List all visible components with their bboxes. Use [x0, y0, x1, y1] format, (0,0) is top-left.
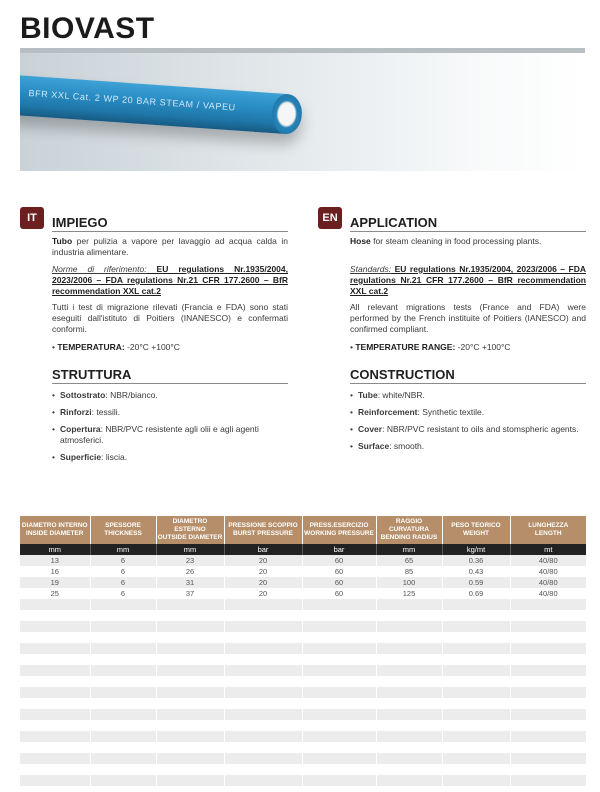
it-structure-label: Sottostrato [60, 390, 106, 400]
table-cell [156, 654, 224, 665]
table-cell [224, 775, 302, 786]
table-cell [20, 676, 90, 687]
table-cell: 20 [224, 588, 302, 599]
it-structure-value: : NBR/PVC resistente agli olii e agli agenti atmosferici. [60, 424, 259, 445]
table-cell: 26 [156, 566, 224, 577]
table-cell [90, 676, 156, 687]
it-structure-title: STRUTTURA [52, 367, 132, 382]
unit-cell: mm [90, 544, 156, 555]
table-cell [302, 731, 376, 742]
table-cell [156, 632, 224, 643]
table-cell: 60 [302, 588, 376, 599]
table-cell [510, 753, 586, 764]
table-cell [224, 709, 302, 720]
table-cell [90, 621, 156, 632]
table-cell [442, 731, 510, 742]
empty-row [20, 775, 586, 786]
table-cell [20, 698, 90, 709]
table-cell [376, 665, 442, 676]
empty-row [20, 643, 586, 654]
table-cell [442, 687, 510, 698]
table-cell [224, 665, 302, 676]
table-cell [510, 709, 586, 720]
table-cell [376, 610, 442, 621]
table-cell [376, 764, 442, 775]
table-cell [302, 599, 376, 610]
table-cell: 65 [376, 555, 442, 566]
table-cell [442, 720, 510, 731]
table-cell: 100 [376, 577, 442, 588]
table-cell [224, 753, 302, 764]
table-cell [442, 643, 510, 654]
table-cell [224, 786, 302, 792]
en-structure-rule [350, 383, 586, 384]
table-cell [156, 786, 224, 792]
table-cell [442, 654, 510, 665]
table-cell [20, 643, 90, 654]
table-cell: 0.36 [442, 555, 510, 566]
table-cell [510, 676, 586, 687]
table-cell [376, 698, 442, 709]
table-cell [510, 687, 586, 698]
table-cell [442, 709, 510, 720]
en-application-rule [350, 231, 586, 232]
table-cell [224, 742, 302, 753]
column-header: SPESSORE THICKNESS [90, 516, 156, 544]
table-cell: 85 [376, 566, 442, 577]
table-cell [224, 610, 302, 621]
column-header: PESO TEORICO WEIGHT [442, 516, 510, 544]
list-item [52, 424, 288, 446]
it-structure-label: Rinforzi [60, 407, 92, 417]
table-cell [302, 665, 376, 676]
table-cell [20, 720, 90, 731]
it-structure-label: Copertura [60, 424, 101, 434]
table-cell [90, 764, 156, 775]
table-cell [90, 698, 156, 709]
table-cell [90, 720, 156, 731]
table-cell [442, 665, 510, 676]
it-application-title: IMPIEGO [52, 215, 108, 230]
table-cell [90, 599, 156, 610]
table-cell [376, 775, 442, 786]
table-cell: 6 [90, 588, 156, 599]
table-cell [224, 731, 302, 742]
empty-row [20, 720, 586, 731]
table-cell [302, 764, 376, 775]
it-application-rule [52, 231, 288, 232]
en-standards-label: Standards: [350, 264, 392, 274]
table-cell [20, 753, 90, 764]
column-header: PRESSIONE SCOPPIO BURST PRESSURE [224, 516, 302, 544]
table-cell: 60 [302, 577, 376, 588]
column-header: LUNGHEZZA LENGTH [510, 516, 586, 544]
header-row [20, 516, 586, 544]
table-cell [302, 610, 376, 621]
unit-cell: mm [156, 544, 224, 555]
it-structure-value: : liscia. [101, 452, 128, 462]
table-cell: 0.59 [442, 577, 510, 588]
unit-row [20, 544, 586, 555]
table-cell [376, 786, 442, 792]
table-cell [302, 687, 376, 698]
product-banner [20, 53, 585, 171]
table-cell [302, 786, 376, 792]
list-item [350, 424, 586, 435]
table-cell [302, 621, 376, 632]
table-cell [224, 676, 302, 687]
en-structure-value: : white/NBR. [377, 390, 425, 400]
table-cell [376, 753, 442, 764]
table-cell [156, 643, 224, 654]
en-badge: EN [318, 207, 342, 229]
table-cell [442, 610, 510, 621]
table-cell: 0.69 [442, 588, 510, 599]
en-lead [350, 236, 586, 247]
it-standards-label: Norme di riferimento: [52, 264, 147, 274]
table-cell [510, 654, 586, 665]
table-cell [20, 709, 90, 720]
column-header: DIAMETRO ESTERNO OUTSIDE DIAMETER [156, 516, 224, 544]
table-cell: 19 [20, 577, 90, 588]
table-cell: 13 [20, 555, 90, 566]
table-cell [156, 709, 224, 720]
table-cell: 40/80 [510, 566, 586, 577]
en-standards [350, 264, 586, 297]
table-cell [90, 643, 156, 654]
it-migration: Tutti i test di migrazione rilevati (Francia e FDA) sono stati eseguiti dall'istituto di Poitiers (INANESCO) e confermati conformi. [52, 302, 288, 334]
table-cell [442, 742, 510, 753]
table-cell [510, 764, 586, 775]
table-cell: 20 [224, 555, 302, 566]
it-temp-label: TEMPERATURA: [57, 342, 125, 352]
table-cell [90, 731, 156, 742]
table-cell: 60 [302, 566, 376, 577]
en-structure-list [350, 390, 586, 458]
table-cell [302, 698, 376, 709]
it-structure-value: : NBR/bianco. [105, 390, 158, 400]
unit-cell: bar [224, 544, 302, 555]
table-cell [90, 709, 156, 720]
it-structure-list [52, 390, 288, 469]
empty-row [20, 786, 586, 792]
table-cell: 40/80 [510, 577, 586, 588]
table-cell [90, 665, 156, 676]
empty-row [20, 610, 586, 621]
table-cell [442, 786, 510, 792]
table-cell: 20 [224, 566, 302, 577]
empty-row [20, 599, 586, 610]
table-cell [442, 632, 510, 643]
table-cell [224, 764, 302, 775]
table-cell [90, 775, 156, 786]
table-cell [376, 632, 442, 643]
hose-image [20, 75, 303, 135]
en-structure-label: Surface [358, 441, 390, 451]
empty-row [20, 764, 586, 775]
table-cell [302, 720, 376, 731]
table-cell: 20 [224, 577, 302, 588]
table-cell [156, 698, 224, 709]
it-lead [52, 236, 288, 258]
en-lead-bold: Hose [350, 236, 371, 246]
table-cell [156, 676, 224, 687]
table-cell [510, 599, 586, 610]
empty-row [20, 709, 586, 720]
table-cell [224, 687, 302, 698]
empty-row [20, 687, 586, 698]
table-cell [376, 687, 442, 698]
table-cell [376, 599, 442, 610]
table-cell [224, 632, 302, 643]
table-row [20, 577, 586, 588]
table-cell [510, 621, 586, 632]
unit-cell: kg/mt [442, 544, 510, 555]
unit-cell: mm [376, 544, 442, 555]
en-application-title: APPLICATION [350, 215, 438, 230]
table-cell [20, 742, 90, 753]
list-item [52, 390, 288, 401]
table-cell [510, 643, 586, 654]
empty-row [20, 654, 586, 665]
table-cell [224, 698, 302, 709]
it-standards [52, 264, 288, 297]
table-cell [302, 742, 376, 753]
table-cell [376, 621, 442, 632]
empty-row [20, 665, 586, 676]
table-row [20, 588, 586, 599]
table-cell [302, 676, 376, 687]
table-cell [510, 698, 586, 709]
en-structure-label: Reinforcement [358, 407, 418, 417]
empty-row [20, 698, 586, 709]
it-standards-text: EU regulations Nr.1935/2004, 2023/2006 – FDA regulations Nr.21 CFR 177.2600 – BfR recommendation XXL cat.2 [52, 264, 288, 296]
table-cell [510, 731, 586, 742]
en-structure-title: CONSTRUCTION [350, 367, 455, 382]
table-cell [376, 676, 442, 687]
unit-cell: bar [302, 544, 376, 555]
table-cell [156, 742, 224, 753]
table-cell [20, 632, 90, 643]
table-cell [376, 709, 442, 720]
table-cell [302, 709, 376, 720]
spec-table [20, 516, 586, 792]
table-cell: 6 [90, 566, 156, 577]
column-header: RAGGIO CURVATURA BENDING RADIUS [376, 516, 442, 544]
table-cell [442, 753, 510, 764]
it-lead-bold: Tubo [52, 236, 73, 246]
table-cell [156, 764, 224, 775]
table-cell [156, 775, 224, 786]
table-cell [20, 687, 90, 698]
table-cell [224, 720, 302, 731]
table-cell [20, 731, 90, 742]
hose-end [270, 93, 303, 135]
table-cell: 40/80 [510, 555, 586, 566]
it-temp-value: -20°C +100°C [124, 342, 180, 352]
en-migration: All relevant migrations tests (France and FDA) were performed by the French instituite of Poitiers (IANESCO) and confirmed compliant. [350, 302, 586, 334]
table-cell [20, 599, 90, 610]
table-cell [376, 720, 442, 731]
table-row [20, 566, 586, 577]
unit-cell: mm [20, 544, 90, 555]
table-cell [302, 775, 376, 786]
table-cell [302, 753, 376, 764]
en-structure-value: : Synthetic textile. [417, 407, 485, 417]
list-item [350, 407, 586, 418]
table-cell: 23 [156, 555, 224, 566]
it-lead-rest: per pulizia a vapore per lavaggio ad acqua calda in industria alimentare. [52, 236, 288, 257]
hose-print: BFR XXL Cat. 2 WP 20 BAR STEAM / VAPEU [28, 88, 237, 113]
table-cell [20, 610, 90, 621]
table-cell [90, 632, 156, 643]
table-cell [376, 654, 442, 665]
it-structure-label: Superficie [60, 452, 102, 462]
list-item [52, 452, 288, 463]
table-cell: 125 [376, 588, 442, 599]
table-cell [302, 643, 376, 654]
table-cell: 31 [156, 577, 224, 588]
it-structure-rule [52, 383, 288, 384]
table-cell [90, 786, 156, 792]
en-structure-label: Tube [358, 390, 378, 400]
table-row [20, 555, 586, 566]
table-cell [302, 654, 376, 665]
table-cell: 16 [20, 566, 90, 577]
list-item [350, 441, 586, 452]
table-cell [510, 720, 586, 731]
en-temperature: • TEMPERATURE RANGE: -20°C +100°C [350, 342, 511, 352]
table-cell [156, 665, 224, 676]
table-cell [20, 654, 90, 665]
unit-cell: mt [510, 544, 586, 555]
table-cell [20, 775, 90, 786]
table-cell [20, 786, 90, 792]
table-cell [20, 665, 90, 676]
empty-row [20, 621, 586, 632]
it-structure-value: : tessili. [91, 407, 120, 417]
product-title: BIOVAST [20, 12, 155, 45]
table-cell [20, 764, 90, 775]
en-lead-rest: for steam cleaning in food processing plants. [370, 236, 542, 246]
empty-row [20, 676, 586, 687]
table-cell [442, 676, 510, 687]
table-cell [442, 698, 510, 709]
table-cell [224, 621, 302, 632]
table-cell [90, 753, 156, 764]
en-structure-label: Cover [358, 424, 383, 434]
table-cell [442, 599, 510, 610]
table-cell: 37 [156, 588, 224, 599]
en-structure-value: : NBR/PVC resistant to oils and stomspheric agents. [382, 424, 579, 434]
table-cell [224, 643, 302, 654]
table-cell: 6 [90, 555, 156, 566]
list-item [52, 407, 288, 418]
table-cell [376, 643, 442, 654]
en-standards-text: EU regulations Nr.1935/2004, 2023/2006 – FDA regulations Nr.21 CFR 177.2600 – BfR recommendation XXL cat.2 [350, 264, 586, 296]
en-structure-value: : smooth. [389, 441, 425, 451]
table-cell [376, 742, 442, 753]
table-cell [302, 632, 376, 643]
table-cell: 40/80 [510, 588, 586, 599]
table-cell [442, 764, 510, 775]
empty-row [20, 632, 586, 643]
table-cell: 60 [302, 555, 376, 566]
table-cell [510, 610, 586, 621]
table-cell [156, 599, 224, 610]
empty-row [20, 753, 586, 764]
table-cell [156, 720, 224, 731]
table-cell [156, 687, 224, 698]
table-cell [224, 654, 302, 665]
table-cell [90, 610, 156, 621]
table-cell [156, 753, 224, 764]
table-cell: 6 [90, 577, 156, 588]
table-cell [376, 731, 442, 742]
table-cell [510, 665, 586, 676]
table-cell [510, 632, 586, 643]
table-cell [156, 731, 224, 742]
table-cell [510, 775, 586, 786]
column-header: PRESS.ESERCIZIO WORKING PRESSURE [302, 516, 376, 544]
table-cell [90, 742, 156, 753]
table-cell: 0.43 [442, 566, 510, 577]
table-cell: 25 [20, 588, 90, 599]
table-cell [510, 742, 586, 753]
empty-row [20, 731, 586, 742]
table-cell [224, 599, 302, 610]
table-cell [442, 621, 510, 632]
spec-body [20, 555, 586, 792]
table-cell [156, 621, 224, 632]
table-cell [442, 775, 510, 786]
it-badge: IT [20, 207, 44, 229]
table-cell [90, 654, 156, 665]
it-temperature: • TEMPERATURA: -20°C +100°C [52, 342, 180, 352]
table-cell [156, 610, 224, 621]
list-item [350, 390, 586, 401]
table-cell [90, 687, 156, 698]
column-header: DIAMETRO INTERNO INSIDE DIAMETER [20, 516, 90, 544]
table-cell [510, 786, 586, 792]
empty-row [20, 742, 586, 753]
en-temp-label: TEMPERATURE RANGE: [355, 342, 456, 352]
table-cell [20, 621, 90, 632]
en-temp-value: -20°C +100°C [455, 342, 511, 352]
